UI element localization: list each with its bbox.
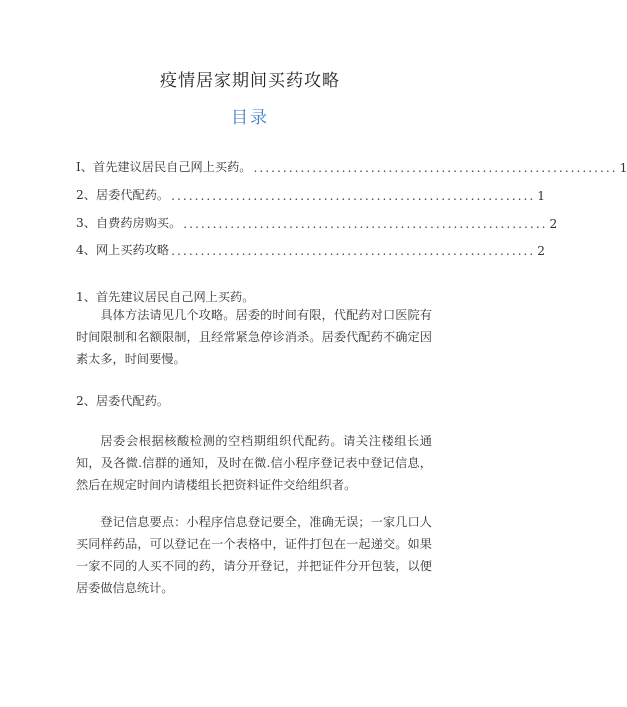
document-title: 疫情居家期间买药攻略 bbox=[160, 71, 340, 91]
toc-entry[interactable] bbox=[76, 185, 546, 203]
toc-entry-label: 2、居委代配药。 bbox=[76, 188, 170, 202]
toc-leader-dots: .............................................................. bbox=[171, 189, 536, 203]
toc-entry[interactable] bbox=[76, 213, 558, 231]
toc-entry-page: 1 bbox=[537, 189, 546, 203]
toc-entry[interactable] bbox=[76, 240, 546, 258]
toc-entry-label: 4、网上买药攻略 bbox=[76, 243, 170, 257]
toc-leader-dots: .............................................................. bbox=[171, 244, 536, 258]
toc-entry-page: 2 bbox=[549, 217, 558, 231]
toc-entry-page: 2 bbox=[537, 244, 546, 258]
body-paragraph: 登记信息要点：小程序信息登记要全，准确无误；一家几口人买同样药品，可以登记在一个表格中，证件打包在一起递交。如果一家不同的人买不同的药，请分开登记，并把证件分开包装，以便居委做信息统计。 bbox=[76, 515, 432, 595]
toc-entry-label: I、首先建议居民自己网上买药。 bbox=[76, 160, 252, 174]
toc-leader-dots: .............................................................. bbox=[183, 217, 548, 231]
toc-entry[interactable] bbox=[76, 157, 627, 175]
toc-entry-page: 1 bbox=[619, 161, 627, 175]
body-paragraph: 居委会根据核酸检测的空档期组织代配药。请关注楼组长通知，及各微.信群的通知，及时在微.信小程序登记表中登记信息，然后在规定时间内请楼组长把资料证件交给组织者。 bbox=[76, 434, 432, 492]
body-paragraph: 具体方法请见几个攻略。居委的时间有限，代配药对口医院有时间限制和名额限制，且经常紧急停诊消杀。居委代配药不确定因素太多，时间要慢。 bbox=[76, 308, 432, 366]
toc-heading: 目录 bbox=[231, 108, 269, 128]
toc-leader-dots: .............................................................. bbox=[253, 161, 618, 175]
toc-entry-label: 3、自费药房购买。 bbox=[76, 216, 182, 230]
section-heading: 2、居委代配药。 bbox=[76, 394, 170, 408]
section-heading: 1、首先建议居民自己网上买药。 bbox=[76, 290, 255, 304]
